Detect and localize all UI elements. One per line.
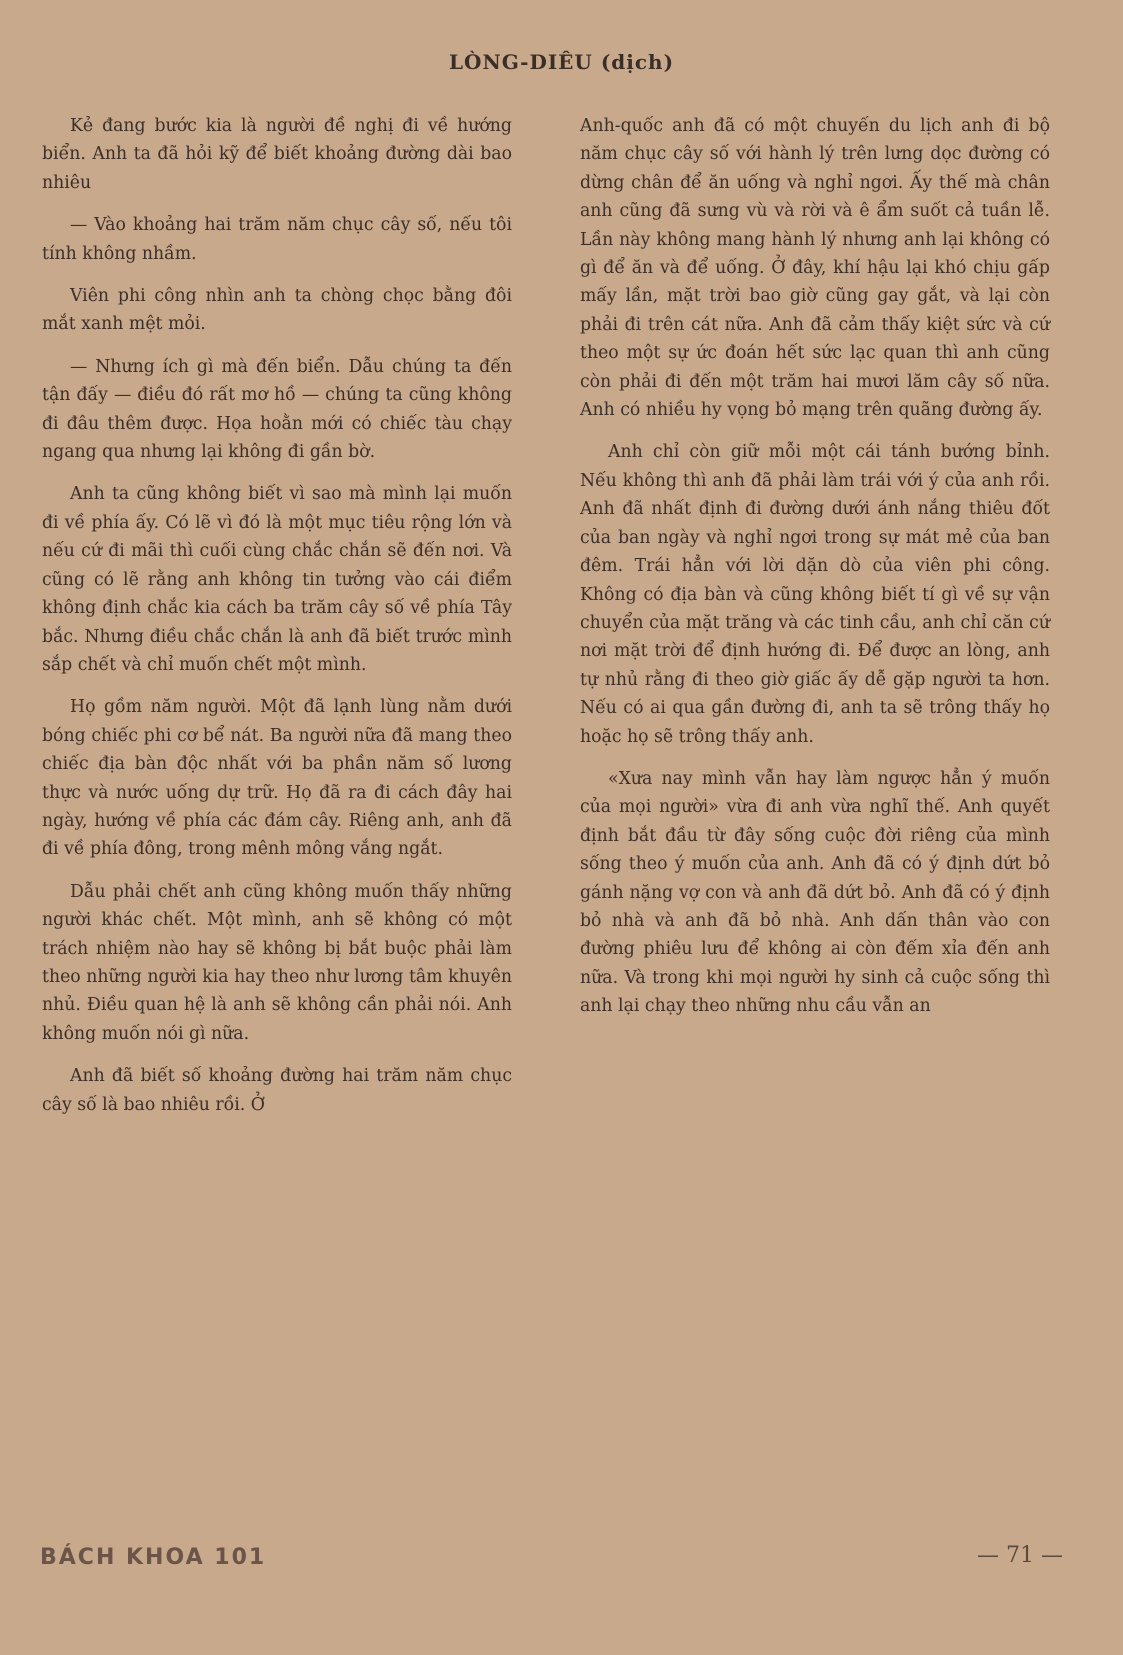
paragraph: — Vào khoảng hai trăm năm chục cây số, nếu tôi tính không nhầm. [42, 215, 512, 264]
paragraph: «Xưa nay mình vẫn hay làm ngược hẳn ý muốn của mọi người» vừa đi anh vừa nghĩ thế. Anh quyết định bắt đầu từ đây sống cuộc đời riêng của mình sống theo ý muốn của anh. Anh đã có ý định dứt bỏ gánh nặng vợ con và anh đã dứt bỏ. Anh đã có ý định bỏ nhà và anh đã bỏ nhà. Anh dấn thân vào con đường phiêu lưu để không ai còn đếm xỉa đến anh nữa. Và trong khi mọi người hy sinh cả cuộc sống thì anh lại chạy theo những nhu cầu vẫn an [580, 768, 1050, 1017]
paragraph: Anh chỉ còn giữ mỗi một cái tánh bướng bỉnh. Nếu không thì anh đã phải làm trái với ý của anh rồi. Anh đã nhất định đi đường dưới ánh nắng thiêu đốt của ban ngày và nghỉ ngơi trong sự mát mẻ của ban đêm. Trái hẳn với lời dặn dò của viên phi công. Không có địa bàn và cũng không biết tí gì về sự vận chuyển của mặt trăng và các tinh cầu, anh chỉ căn cứ nơi mặt trời để định hướng đi. Để được an lòng, anh tự nhủ rằng đi theo giờ giấc ấy dễ gặp người ta hơn. Nếu có ai qua gần đường đi, anh ta sẽ trông thấy họ hoặc họ sẽ trông thấy anh. [580, 442, 1050, 747]
paragraph: Anh ta cũng không biết vì sao mà mình lại muốn đi về phía ấy. Có lẽ vì đó là một mục tiêu rộng lớn và nếu cứ đi mãi thì cuối cùng chắc chắn sẽ đến nơi. Và cũng có lẽ rằng anh không tin tưởng vào cái điểm không định chắc kia cách ba trăm cây số về phía Tây bắc. Nhưng điều chắc chắn là anh đã biết trước mình sắp chết và chỉ muốn chết một mình. [42, 484, 512, 675]
left-column [42, 112, 512, 1133]
paragraph: Anh đã biết số khoảng đường hai trăm năm chục cây số là bao nhiêu rồi. Ở [42, 1066, 512, 1115]
page-number: — 71 — [977, 1543, 1063, 1568]
paragraph: Anh-quốc anh đã có một chuyến du lịch anh đi bộ năm chục cây số với hành lý trên lưng dọc đường có dừng chân để ăn uống và nghỉ ngơi. Ấy thế mà chân anh cũng đã sưng vù và rời và ê ẩm suốt cả tuần lễ. Lần này không mang hành lý nhưng anh lại không có gì để ăn và để uống. Ở đây, khí hậu lại khó chịu gấp mấy lần, mặt trời bao giờ cũng gay gắt, và lại còn phải đi trên cát nữa. Anh đã cảm thấy kiệt sức và cứ theo một sự ức đoán hết sức lạc quan thì anh cũng còn phải đi đến một trăm hai mươi lăm cây số nữa. Anh có nhiều hy vọng bỏ mạng trên quãng đường ấy. [580, 116, 1050, 421]
right-column [580, 112, 1050, 1035]
magazine-name: BÁCH KHOA 101 [40, 1545, 267, 1570]
paragraph: — Nhưng ích gì mà đến biển. Dẫu chúng ta đến tận đấy — điều đó rất mơ hồ — chúng ta cũng không đi đâu thêm được. Họa hoằn mới có chiếc tàu chạy ngang qua nhưng lại không đi gần bờ. [42, 356, 512, 463]
paragraph: Dẫu phải chết anh cũng không muốn thấy những người khác chết. Một mình, anh sẽ không có một trách nhiệm nào hay sẽ không bị bắt buộc phải làm theo những người kia hay theo như lương tâm khuyên nhủ. Điều quan hệ là anh sẽ không cần phải nói. Anh không muốn nói gì nữa. [42, 881, 512, 1044]
paragraph: Viên phi công nhìn anh ta chòng chọc bằng đôi mắt xanh mệt mỏi. [42, 286, 512, 335]
paragraph: Họ gồm năm người. Một đã lạnh lùng nằm dưới bóng chiếc phi cơ bể nát. Ba người nữa đã mang theo chiếc địa bàn độc nhất với ba phần năm số lương thực và nước uống dự trữ. Họ đã ra đi cách đây hai ngày, hướng về phía các đám cây. Riêng anh, anh đã đi về phía đông, trong mênh mông vắng ngắt. [42, 697, 512, 860]
running-title: LÒNG-DIÊU (dịch) [448, 50, 675, 74]
paragraph: Kẻ đang bước kia là người đề nghị đi về hướng biển. Anh ta đã hỏi kỹ để biết khoảng đường dài bao nhiêu [42, 116, 512, 193]
